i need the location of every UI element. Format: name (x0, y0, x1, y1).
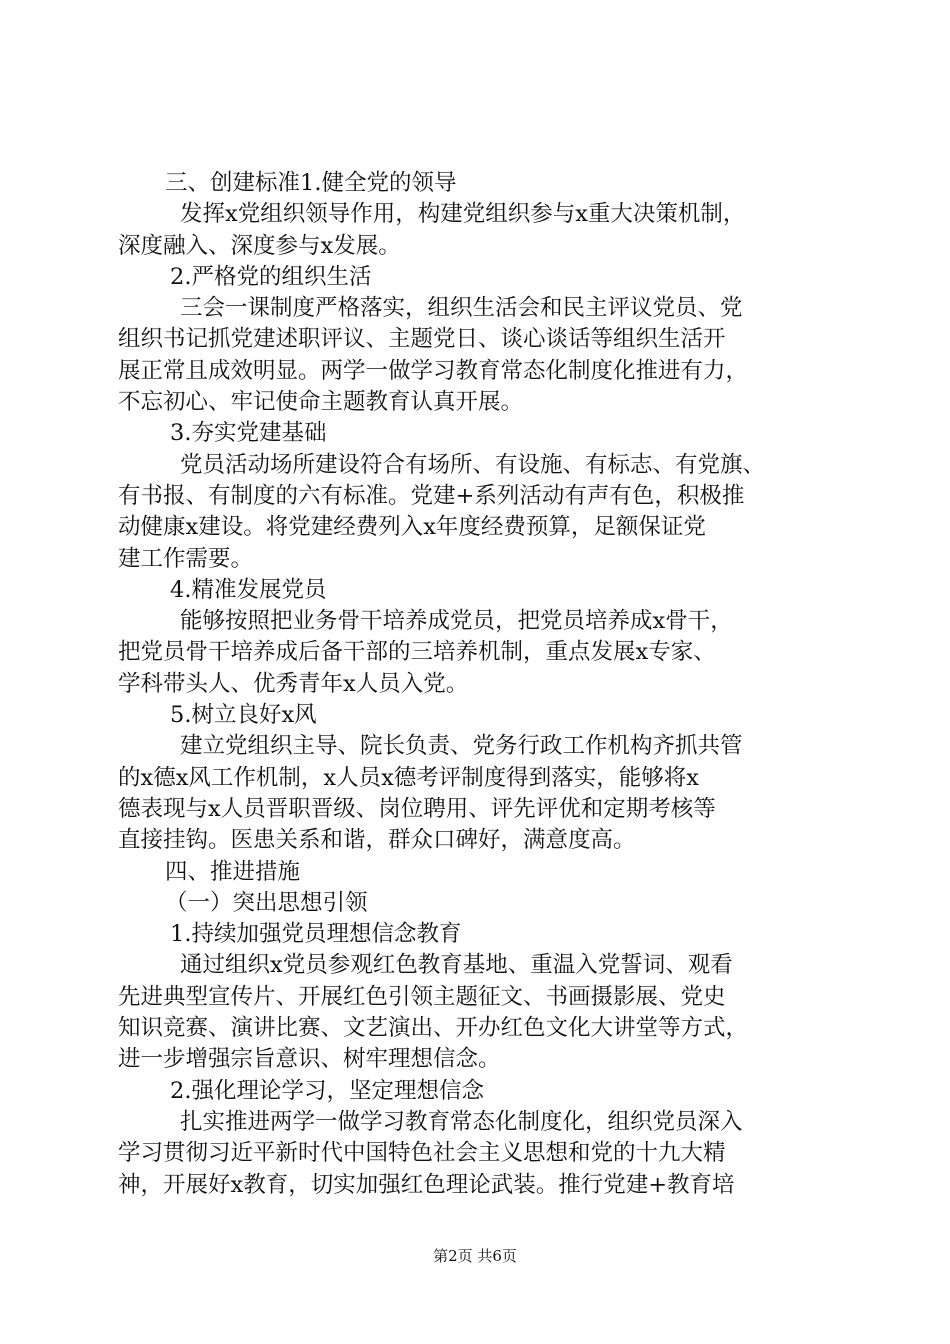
text-line: 有书报、有制度的六有标准。党建+系列活动有声有色，积极推 (118, 482, 745, 509)
text-line: 进一步增强宗旨意识、树牢理想信念。 (118, 1046, 501, 1073)
text-line: 1.持续加强党员理想信念教育 (170, 921, 462, 948)
text-line: 德表现与x人员晋职晋级、岗位聘用、评先评优和定期考核等 (118, 795, 716, 822)
text-line: 直接挂钩。医患关系和谐，群众口碑好，满意度高。 (118, 827, 636, 854)
text-line: 4.精准发展党员 (170, 576, 327, 603)
document-body (118, 168, 838, 1201)
text-line: 展正常且成效明显。两学一做学习教育常态化制度化推进有力， (118, 357, 749, 384)
text-line: 学习贯彻习近平新时代中国特色社会主义思想和党的十九大精 (118, 1140, 726, 1167)
text-line: 党员活动场所建设符合有场所、有设施、有标志、有党旗、 (180, 451, 766, 478)
text-line: 通过组织x党员参观红色教育基地、重温入党誓词、观看 (180, 952, 733, 979)
text-line: 把党员骨干培养成后备干部的三培养机制，重点发展x专家、 (118, 639, 716, 666)
text-line: 先进典型宣传片、开展红色引领主题征文、书画摄影展、党史 (118, 983, 726, 1010)
text-line: 的x德x风工作机制，x人员x德考评制度得到落实，能够将x (118, 764, 699, 791)
text-line: 不忘初心、牢记使命主题教育认真开展。 (118, 389, 524, 416)
text-line: 5.树立良好x风 (170, 702, 317, 729)
text-line: 神，开展好x教育，切实加强红色理论武装。推行党建+教育培 (118, 1171, 735, 1198)
text-line: 动健康x建设。将党建经费列入x年度经费预算，足额保证党 (118, 514, 706, 541)
text-line: 发挥x党组织领导作用，构建党组织参与x重大决策机制， (180, 201, 746, 228)
text-line: 3.夯实党建基础 (170, 420, 327, 447)
text-line: 建工作需要。 (118, 545, 254, 572)
text-line: 能够按照把业务骨干培养成党员，把党员培养成x骨干， (180, 608, 733, 635)
text-line: 三会一课制度严格落实，组织生活会和民主评议党员、党 (180, 295, 743, 322)
text-line: 扎实推进两学一做学习教育常态化制度化，组织党员深入 (180, 1108, 743, 1135)
text-line: 四、推进措施 (165, 858, 301, 885)
text-line: 深度融入、深度参与x发展。 (118, 232, 401, 259)
text-line: 学科带头人、优秀青年x人员入党。 (118, 670, 469, 697)
text-line: 建立党组织主导、院长负责、党务行政工作机构齐抓共管 (180, 733, 743, 760)
text-line: （一）突出思想引领 (165, 889, 368, 916)
text-line: 2.严格党的组织生活 (170, 263, 372, 290)
text-line: 组织书记抓党建述职评议、主题党日、谈心谈话等组织生活开 (118, 326, 726, 353)
text-line: 2.强化理论学习，坚定理想信念 (170, 1077, 484, 1104)
text-line: 知识竞赛、演讲比赛、文艺演出、开办红色文化大讲堂等方式， (118, 1015, 749, 1042)
text-line: 三、创建标准1.健全党的领导 (165, 170, 457, 196)
page-footer: 第2页 共6页 (433, 1247, 517, 1265)
